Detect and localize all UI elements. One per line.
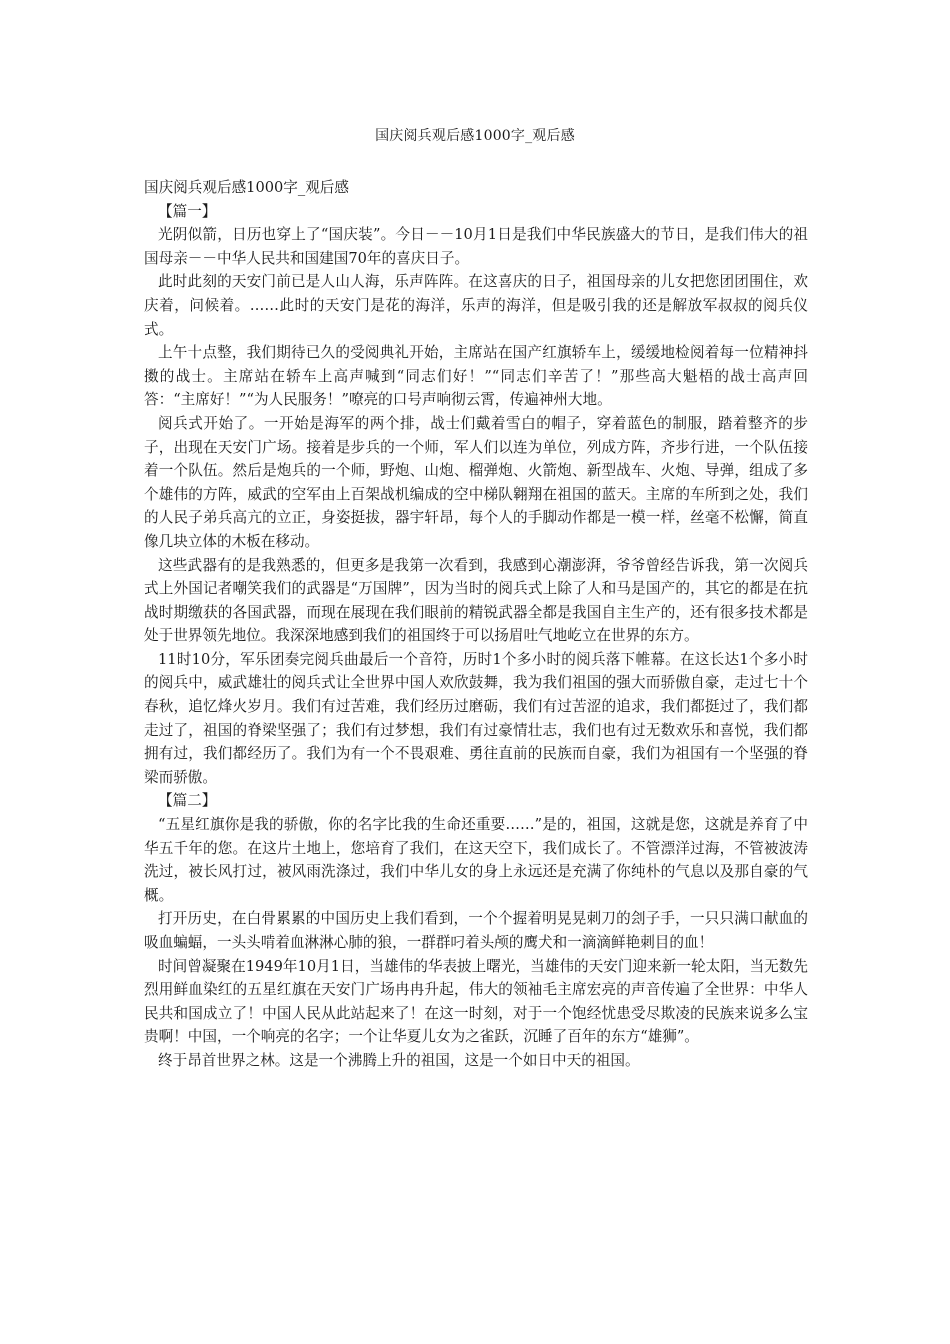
section-label-1: 【篇一】	[158, 202, 217, 220]
paragraph: 光阴似箭，日历也穿上了“国庆装”。今日－－10月1日是我们中华民族盛大的节日，是我们伟大的祖国母亲－－中华人民共和国建国70年的喜庆日子。	[144, 226, 808, 267]
paragraph: 阅兵式开始了。一开始是海军的两个排，战士们戴着雪白的帽子，穿着蓝色的制服，踏着整齐的步子，出现在天安门广场。接着是步兵的一个师，军人们以连为单位，列成方阵，齐步行进，一个队伍接着一个队伍。然后是炮兵的一个师，野炮、山炮、榴弹炮、火箭炮、新型战车、火炮、导弹，组成了多个雄伟的方阵，威武的空军由上百架战机编成的空中梯队翱翔在祖国的蓝天。主席的车所到之处，我们的人民子弟兵高亢的立正，身姿挺拔，器宇轩昂，每个人的手脚动作都是一模一样，丝毫不松懈，简直像几块立体的木板在移动。	[144, 414, 808, 550]
paragraph: 此时此刻的天安门前已是人山人海，乐声阵阵。在这喜庆的日子，祖国母亲的儿女把您团团围住，欢庆着，问候着。……此时的天安门是花的海洋，乐声的海洋，但是吸引我的还是解放军叔叔的阅兵仪式。	[144, 273, 808, 338]
paragraph: “五星红旗你是我的骄傲，你的名字比我的生命还重要……”是的，祖国，这就是您，这就是养育了中华五千年的您。在这片土地上，您培育了我们，在这天空下，我们成长了。不管漂洋过海，不管被波涛洗过，被长风打过，被风雨洗涤过，我们中华儿女的身上永远还是充满了你纯朴的气息以及那自豪的气概。	[144, 816, 808, 904]
document-body	[144, 176, 808, 1073]
paragraph: 打开历史，在白骨累累的中国历史上我们看到，一个个握着明晃晃刺刀的刽子手，一只只满口献血的吸血蝙蝠，一头头啃着血淋淋心肺的狼，一群群叼着头颅的鹰犬和一滴滴鲜艳刺目的血！	[144, 910, 808, 951]
section-label-2: 【篇二】	[158, 792, 217, 810]
paragraph: 终于昂首世界之林。这是一个沸腾上升的祖国，这是一个如日中天的祖国。	[158, 1051, 640, 1069]
article-heading: 国庆阅兵观后感1000字_观后感	[144, 179, 349, 196]
paragraph: 这些武器有的是我熟悉的，但更多是我第一次看到，我感到心潮澎湃，爷爷曾经告诉我，第一次阅兵式上外国记者嘲笑我们的武器是“万国牌”，因为当时的阅兵式上除了人和马是国产的，其它的都是在抗战时期缴获的各国武器，而现在展现在我们眼前的精锐武器全都是我国自主生产的，还有很多技术都是处于世界领先地位。我深深地感到我们的祖国终于可以扬眉吐气地屹立在世界的东方。	[144, 556, 808, 645]
document-title: 国庆阅兵观后感1000字_观后感	[375, 128, 575, 144]
paragraph: 11时10分，军乐团奏完阅兵曲最后一个音符，历时1个多小时的阅兵落下帷幕。在这长达1个多小时的阅兵中，威武雄壮的阅兵式让全世界中国人欢欣鼓舞，我为我们祖国的强大而骄傲自豪，走过七十个春秋，追忆烽火岁月。我们有过苦难，我们经历过磨砺，我们有过苦涩的追求，我们都挺过了，我们都走过了，祖国的脊梁坚强了；我们有过梦想，我们有过豪情壮志，我们也有过无数欢乐和喜悦，我们都拥有过，我们都经历了。我们为有一个不畏艰难、勇往直前的民族而自豪，我们为祖国有一个坚强的脊梁而骄傲。	[144, 650, 808, 786]
paragraph: 时间曾凝聚在1949年10月1日，当雄伟的华表披上曙光，当雄伟的天安门迎来新一轮太阳，当无数先烈用鲜血染红的五星红旗在天安门广场冉冉升起，伟大的领袖毛主席宏亮的声音传遍了全世界：中华人民共和国成立了！中国人民从此站起来了！在这一时刻，对于一个饱经忧患受尽欺凌的民族来说多么宝贵啊！中国，一个响亮的名字；一个让华夏儿女为之雀跃，沉睡了百年的东方“雄狮”。	[144, 957, 808, 1046]
paragraph: 上午十点整，我们期待已久的受阅典礼开始，主席站在国产红旗轿车上，缓缓地检阅着每一位精神抖擞的战士。主席站在轿车上高声喊到“同志们好！”“同志们辛苦了！”那些高大魁梧的战士高声回答：“主席好！”“为人民服务！”嘹亮的口号声响彻云霄，传遍神州大地。	[144, 344, 808, 409]
